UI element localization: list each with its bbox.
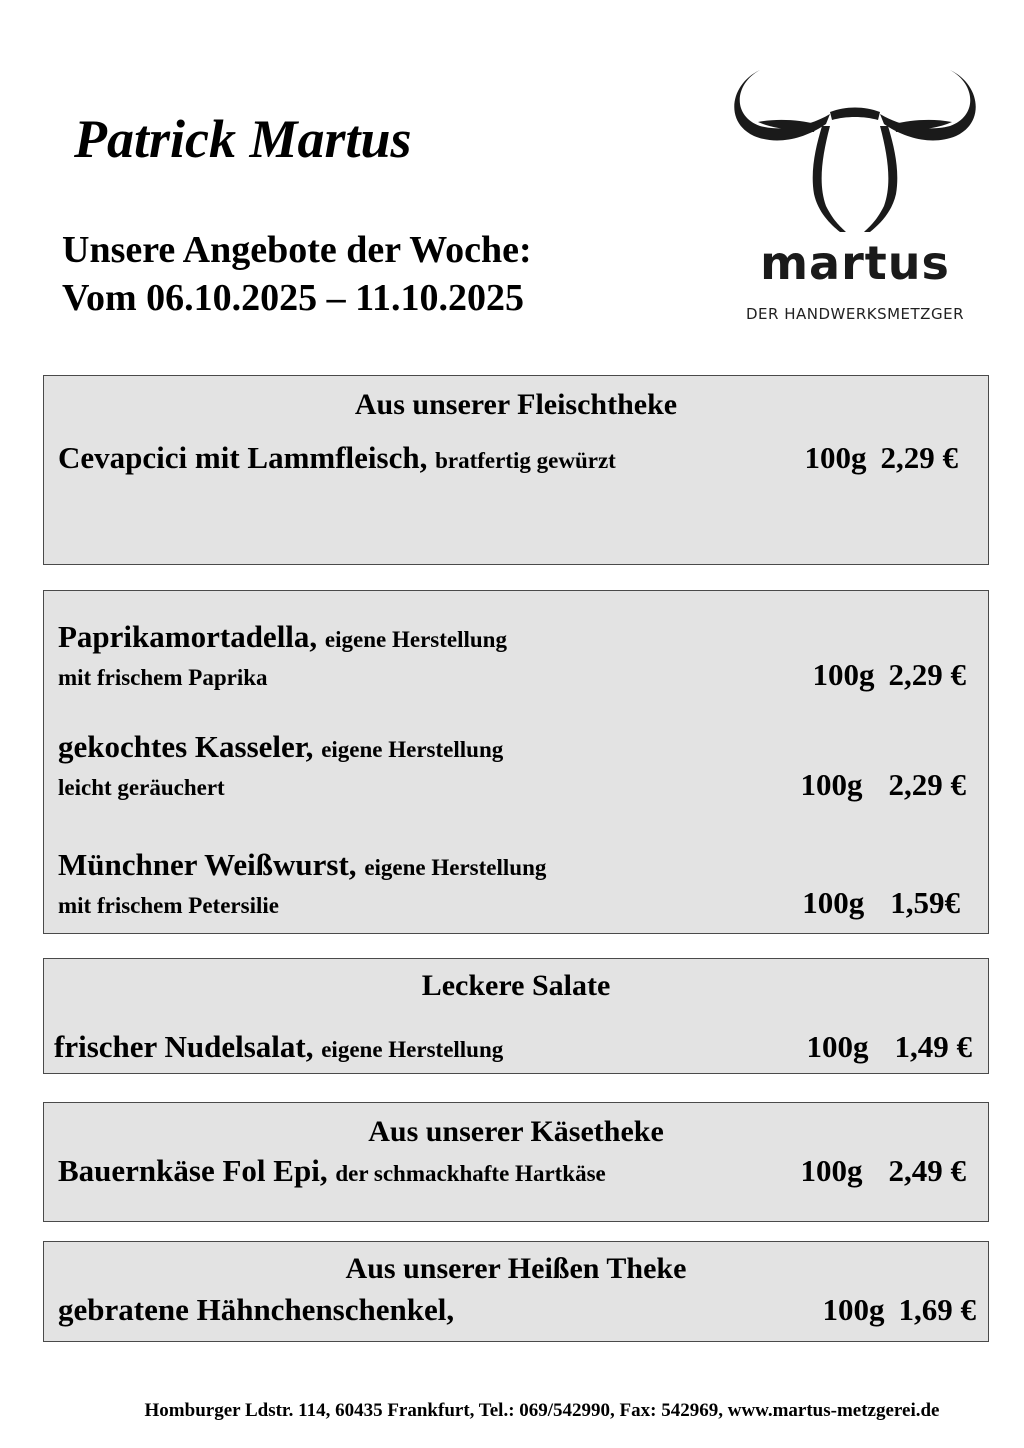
price-value: 1,69 € [898, 1292, 976, 1327]
price-unit: 100g [800, 1153, 863, 1188]
item-name: Cevapcici mit Lammfleisch, bratfertig gewürzt [58, 440, 616, 475]
section-title: Aus unserer Heißen Theke [345, 1252, 687, 1285]
item-price [823, 1292, 977, 1328]
price-unit: 100g [800, 767, 863, 802]
price-unit: 100g [802, 885, 865, 920]
item-note: eigene Herstellung [321, 737, 504, 762]
section-kaesetheke [43, 1102, 989, 1222]
item-price [801, 767, 967, 803]
section-wurst [43, 590, 989, 934]
bull-head-icon [730, 66, 980, 236]
section-title: Leckere Salate [421, 969, 611, 1002]
item-price [805, 440, 959, 476]
item-subtitle: leicht geräuchert [58, 775, 225, 800]
item-name: Münchner Weißwurst, eigene Herstellung [58, 847, 547, 882]
price-unit: 100g [812, 657, 875, 692]
price-unit: 100g [804, 440, 867, 475]
price-value: 2,29 € [880, 440, 958, 475]
price-unit: 100g [822, 1292, 885, 1327]
price-value: 1,59€ [890, 885, 960, 920]
price-unit: 100g [806, 1029, 869, 1064]
section-heisse-theke [43, 1241, 989, 1342]
footer-contact: Homburger Ldstr. 114, 60435 Frankfurt, Tel.: 069/542990, Fax: 542969, www.martus-metzgerei.de [144, 1400, 940, 1421]
section-fleischtheke [43, 375, 989, 565]
item-price [813, 657, 967, 693]
item-price [807, 1029, 973, 1065]
item-note: der schmackhafte Hartkäse [335, 1161, 606, 1186]
item-name: frischer Nudelsalat, eigene Herstellung [54, 1029, 504, 1064]
offer-title: Unsere Angebote der Woche: [62, 229, 532, 271]
section-salate [43, 958, 989, 1074]
brand-logo [730, 66, 980, 328]
item-note: eigene Herstellung [364, 855, 547, 880]
item-price [802, 885, 960, 921]
offer-heading [62, 226, 532, 322]
logo-wordmark: martus [760, 236, 950, 290]
section-title: Aus unserer Fleischtheke [354, 388, 678, 421]
item-note: bratfertig gewürzt [435, 448, 616, 473]
price-value: 2,29 € [888, 767, 966, 802]
owner-name: Patrick Martus [74, 109, 412, 169]
offer-date-range: Vom 06.10.2025 – 11.10.2025 [62, 277, 525, 319]
item-note: eigene Herstellung [321, 1037, 504, 1062]
price-value: 2,49 € [888, 1153, 966, 1188]
logo-tagline: DER HANDWERKSMETZGER [745, 305, 964, 323]
item-subtitle: mit frischem Paprika [58, 665, 268, 690]
price-value: 1,49 € [894, 1029, 972, 1064]
section-title: Aus unserer Käsetheke [368, 1115, 664, 1148]
item-name: Bauernkäse Fol Epi, der schmackhafte Hartkäse [58, 1153, 606, 1188]
item-price [801, 1153, 967, 1189]
item-subtitle: mit frischem Petersilie [58, 893, 279, 918]
item-note: eigene Herstellung [324, 627, 507, 652]
item-name: gekochtes Kasseler, eigene Herstellung [58, 729, 504, 764]
item-name: gebratene Hähnchenschenkel, [58, 1292, 455, 1327]
item-name: Paprikamortadella, eigene Herstellung [58, 619, 507, 654]
price-value: 2,29 € [888, 657, 966, 692]
